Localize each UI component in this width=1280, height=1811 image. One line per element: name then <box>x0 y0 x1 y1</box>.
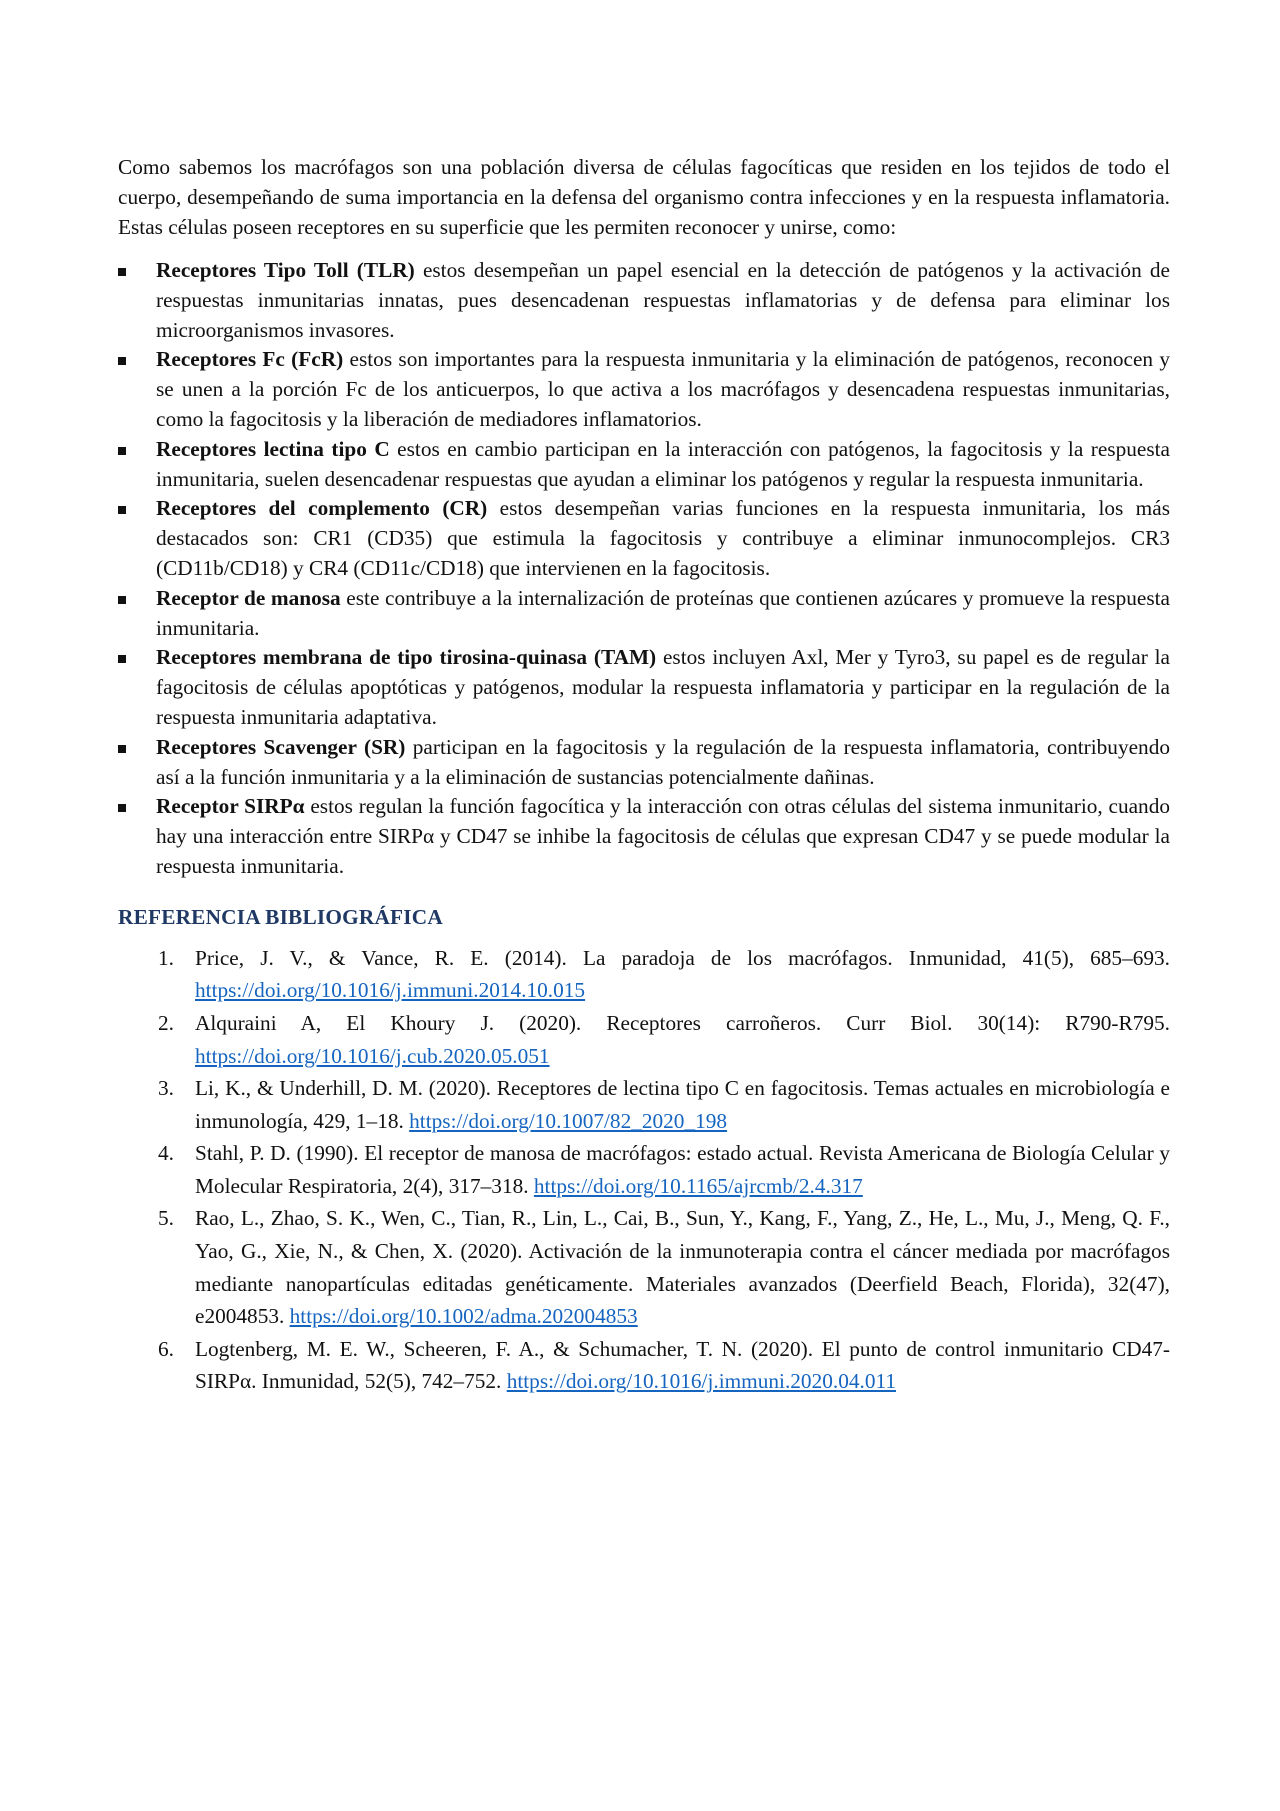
reference-doi-link[interactable]: https://doi.org/10.1007/82_2020_198 <box>409 1108 728 1133</box>
reference-item <box>118 1137 1170 1202</box>
intro-paragraph: Como sabemos los macrófagos son una población diversa de células fagocíticas que residen en los tejidos de todo el cuerpo, desempeñando de suma importancia en la defensa del organismo contra infecciones y en la respuesta inflamatoria. Estas células poseen receptores en su superficie que les permiten reconocer y unirse, como: <box>118 155 1170 239</box>
square-bullet-icon <box>118 655 126 663</box>
receptor-description: estos regulan la función fagocítica y la interacción con otras células del sistema inmunitario, cuando hay una interacción entre SIRPα y CD47 se inhibe la fagocitosis de células que expresan CD47 y se puede modular la respuesta inmunitaria. <box>156 794 1170 878</box>
reference-doi-link[interactable]: https://doi.org/10.1002/adma.202004853 <box>289 1304 638 1329</box>
square-bullet-icon <box>118 506 126 514</box>
reference-citation: Logtenberg, M. E. W., Scheeren, F. A., & Schumacher, T. N. (2020). El punto de control inmunitario CD47-SIRPα. Inmunidad, 52(5), 742–752. <box>195 1336 1170 1394</box>
list-item <box>118 256 1170 345</box>
reference-list <box>118 942 1170 1398</box>
reference-doi-link[interactable]: https://doi.org/10.1016/j.immuni.2014.10.015 <box>195 978 586 1003</box>
reference-number: 6. <box>158 1336 174 1361</box>
list-item <box>118 584 1170 644</box>
receptor-term: Receptores Scavenger (SR) <box>156 734 406 759</box>
reference-doi-link[interactable]: https://doi.org/10.1016/j.cub.2020.05.051 <box>195 1043 550 1068</box>
reference-number: 2. <box>158 1010 174 1035</box>
receptor-term: Receptores Fc (FcR) <box>156 347 344 372</box>
receptor-description: participan en la fagocitosis y la regulación de la respuesta inflamatoria, contribuyendo así a la función inmunitaria y a la eliminación de sustancias potencialmente dañinas. <box>156 734 1171 789</box>
square-bullet-icon <box>118 804 126 812</box>
receptor-description: estos desempeñan varias funciones en la respuesta inmunitaria, los más destacados son: CR1 (CD35) que estimula la fagocitosis y contribuye a eliminar inmunocomplejos. CR3 (CD11b/CD18) y CR4 (CD11c/CD18) que intervienen en la fagocitosis. <box>156 496 1170 580</box>
reference-number: 3. <box>158 1076 174 1101</box>
reference-number: 5. <box>158 1206 174 1231</box>
receptor-term: Receptores del complemento (CR) <box>156 496 488 521</box>
reference-item <box>118 942 1170 1007</box>
receptor-description: este contribuye a la internalización de proteínas que contienen azúcares y promueve la respuesta inmunitaria. <box>156 585 1171 640</box>
references-heading: REFERENCIA BIBLIOGRÁFICA <box>118 904 443 929</box>
reference-citation: Stahl, P. D. (1990). El receptor de manosa de macrófagos: estado actual. Revista Americana de Biología Celular y Molecular Respiratoria, 2(4), 317–318. <box>195 1141 1170 1198</box>
receptor-description: estos desempeñan un papel esencial en la detección de patógenos y la activación de respuestas inmunitarias innatas, pues desencadenan respuestas inflamatorias y de defensa para eliminar los microorganismos invasores. <box>156 258 1170 342</box>
square-bullet-icon <box>118 596 126 604</box>
receptor-term: Receptores lectina tipo C <box>156 436 390 461</box>
list-item <box>118 494 1170 583</box>
reference-number: 1. <box>158 945 174 970</box>
receptor-description: estos son importantes para la respuesta inmunitaria y la eliminación de patógenos, reconocen y se unen a la porción Fc de los anticuerpos, lo que activa a los macrófagos y desencadena respuestas inmunitarias, como la fagocitosis y la liberación de mediadores inflamatorios. <box>156 347 1170 431</box>
reference-citation: Alquraini A, El Khoury J. (2020). Receptores carroñeros. Curr Biol. 30(14): R790-R795. <box>195 1010 1170 1035</box>
document-page <box>118 152 1170 1398</box>
receptor-description: estos en cambio participan en la interacción con patógenos, la fagocitosis y la respuesta inmunitaria, suelen desencadenar respuestas que ayudan a eliminar los patógenos y regular la respuesta inmunitaria. <box>156 436 1170 491</box>
list-item <box>118 643 1170 732</box>
receptor-description: estos incluyen Axl, Mer y Tyro3, su papel es de regular la fagocitosis de células apoptóticas y patógenos, modular la respuesta inflamatoria y participar en la regulación de la respuesta inmunitaria adaptativa. <box>156 645 1171 729</box>
reference-citation: Rao, L., Zhao, S. K., Wen, C., Tian, R., Lin, L., Cai, B., Sun, Y., Kang, F., Yang, Z., He, L., Mu, J., Meng, Q. F., Yao, G., Xie, N., & Chen, X. (2020). Activación de la inmunoterapia contra el cáncer mediada por macrófagos mediante nanopartículas editadas genéticamente. Materiales avanzados (Deerfield Beach, Florida), 32(47), e2004853. <box>195 1206 1170 1329</box>
square-bullet-icon <box>118 447 126 455</box>
reference-item <box>118 1333 1170 1398</box>
receptor-term: Receptores membrana de tipo tirosina-quinasa (TAM) <box>156 645 657 670</box>
reference-doi-link[interactable]: https://doi.org/10.1165/ajrcmb/2.4.317 <box>533 1173 863 1198</box>
reference-number: 4. <box>158 1141 174 1166</box>
receptor-term: Receptor de manosa <box>156 585 341 610</box>
receptor-term: Receptores Tipo Toll (TLR) <box>156 258 415 282</box>
reference-item <box>118 1007 1170 1072</box>
list-item <box>118 345 1170 434</box>
list-item <box>118 435 1170 495</box>
list-item <box>118 733 1170 793</box>
reference-item <box>118 1072 1170 1137</box>
square-bullet-icon <box>118 745 126 753</box>
reference-citation: Price, J. V., & Vance, R. E. (2014). La paradoja de los macrófagos. Inmunidad, 41(5), 685–693. <box>195 945 1170 970</box>
square-bullet-icon <box>118 357 126 365</box>
receptor-list <box>118 256 1170 882</box>
reference-citation: Li, K., & Underhill, D. M. (2020). Receptores de lectina tipo C en fagocitosis. Temas actuales en microbiología e inmunología, 429, 1–18. <box>195 1076 1170 1133</box>
reference-item <box>118 1202 1170 1332</box>
square-bullet-icon <box>118 268 126 276</box>
receptor-term: Receptor SIRPα <box>156 794 305 819</box>
reference-doi-link[interactable]: https://doi.org/10.1016/j.immuni.2020.04.011 <box>506 1369 896 1394</box>
list-item <box>118 792 1170 881</box>
